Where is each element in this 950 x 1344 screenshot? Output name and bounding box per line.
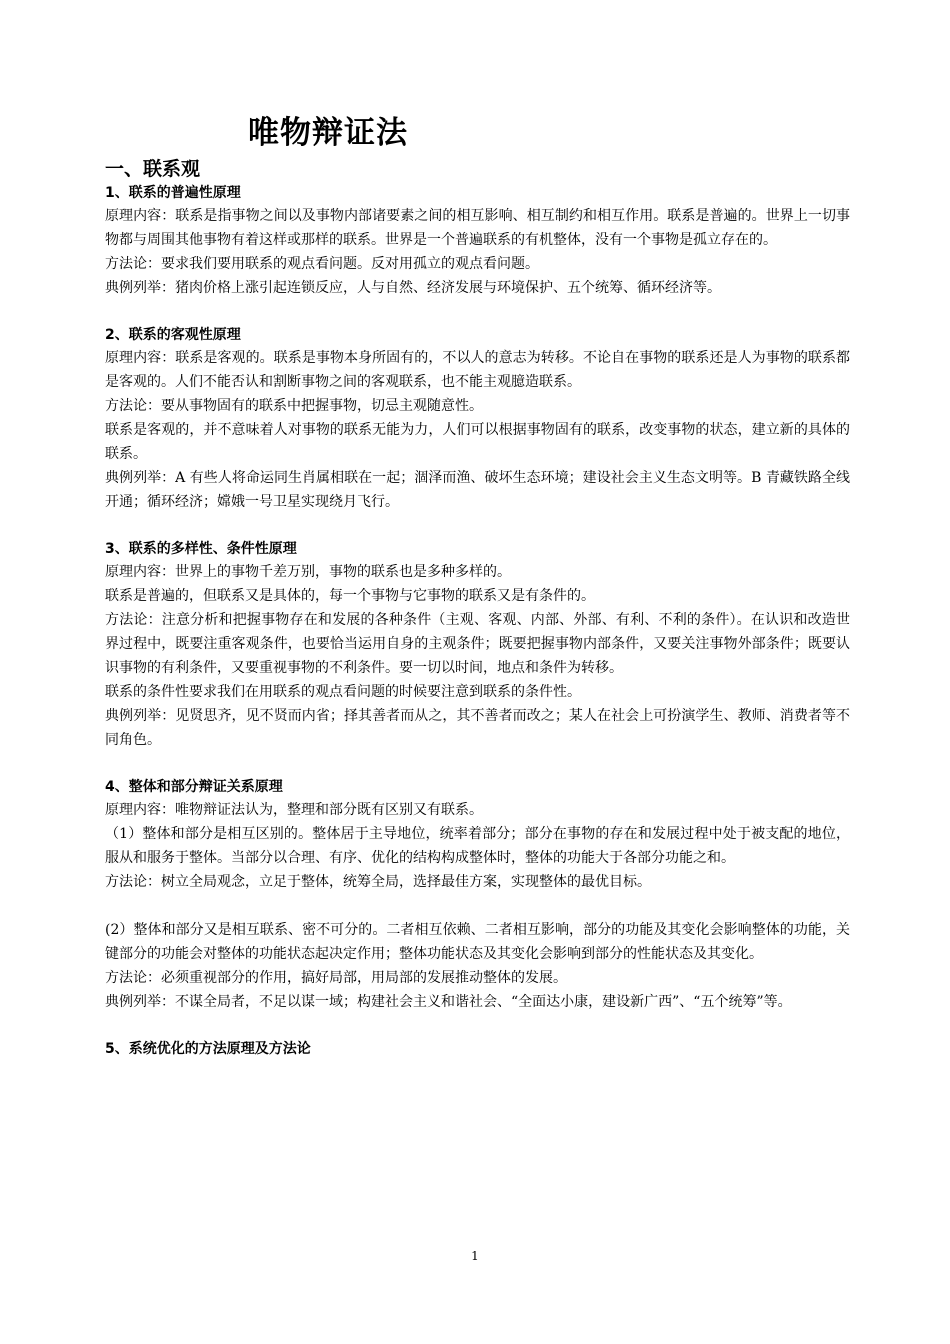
paragraph: 方法论：树立全局观念，立足于整体，统筹全局，选择最佳方案，实现整体的最优目标。 bbox=[105, 874, 651, 890]
document-page bbox=[105, 110, 850, 1060]
paragraph: 联系的条件性要求我们在用联系的观点看问题的时候要注意到联系的条件性。 bbox=[105, 684, 581, 700]
subsection-heading: 5、系统优化的方法原理及方法论 bbox=[105, 1041, 311, 1057]
subsection-5 bbox=[105, 1038, 850, 1060]
subsection-heading: 3、联系的多样性、条件性原理 bbox=[105, 541, 297, 557]
subsection-3 bbox=[105, 538, 850, 752]
section-heading: 一、联系观 bbox=[105, 158, 201, 180]
paragraph: 方法论：必须重视部分的作用，搞好局部，用局部的发展推动整体的发展。 bbox=[105, 970, 567, 986]
paragraph: 方法论：要从事物固有的联系中把握事物，切忌主观随意性。 bbox=[105, 398, 483, 414]
paragraph: 方法论：注意分析和把握事物存在和发展的各种条件（主观、客观、内部、外部、有利、不利的条件）。在认识和改造世界过程中，既要注重客观条件，也要恰当运用自身的主观条件；既要把握事物内部条件，又要关注事物外部条件；既要认识事物的有利条件，又要重视事物的不利条件。要一切以时间，地点和条件为转移。 bbox=[105, 612, 850, 676]
subsection-heading: 2、联系的客观性原理 bbox=[105, 327, 241, 343]
paragraph: 典例列举：猪肉价格上涨引起连锁反应，人与自然、经济发展与环境保护、五个统筹、循环经济等。 bbox=[105, 280, 721, 296]
page-number: 1 bbox=[471, 1249, 479, 1263]
paragraph: 方法论：要求我们要用联系的观点看问题。反对用孤立的观点看问题。 bbox=[105, 256, 539, 272]
subsection-1 bbox=[105, 182, 850, 300]
subsection-4 bbox=[105, 776, 850, 1014]
paragraph: 原理内容：联系是客观的。联系是事物本身所固有的，不以人的意志为转移。不论自在事物的联系还是人为事物的联系都是客观的。人们不能否认和割断事物之间的客观联系，也不能主观臆造联系。 bbox=[105, 350, 850, 390]
paragraph: 原理内容：世界上的事物千差万别，事物的联系也是多种多样的。 bbox=[105, 564, 511, 580]
paragraph: 原理内容：唯物辩证法认为，整理和部分既有区别又有联系。 bbox=[105, 802, 483, 818]
subsection-heading: 1、联系的普遍性原理 bbox=[105, 185, 241, 201]
subsection-2 bbox=[105, 324, 850, 514]
paragraph: （1）整体和部分是相互区别的。整体居于主导地位，统率着部分；部分在事物的存在和发展过程中处于被支配的地位，服从和服务于整体。当部分以合理、有序、优化的结构构成整体时，整体的功能大于各部分功能之和。 bbox=[105, 826, 850, 866]
paragraph: 联系是普遍的，但联系又是具体的，每一个事物与它事物的联系又是有条件的。 bbox=[105, 588, 595, 604]
paragraph: 典例列举：A 有些人将命运同生肖属相联在一起；涸泽而渔、破坏生态环境；建设社会主义生态文明等。B 青藏铁路全线开通；循环经济；嫦娥一号卫星实现绕月飞行。 bbox=[105, 470, 850, 510]
subsection-heading: 4、整体和部分辩证关系原理 bbox=[105, 779, 283, 795]
paragraph: (2）整体和部分又是相互联系、密不可分的。二者相互依赖、二者相互影响，部分的功能及其变化会影响整体的功能，关键部分的功能会对整体的功能状态起决定作用；整体功能状态及其变化会影响到部分的性能状态及其变化。 bbox=[105, 922, 850, 962]
paragraph: 原理内容：联系是指事物之间以及事物内部诸要素之间的相互影响、相互制约和相互作用。联系是普遍的。世界上一切事物都与周围其他事物有着这样或那样的联系。世界是一个普遍联系的有机整体，没有一个事物是孤立存在的。 bbox=[105, 208, 850, 248]
paragraph: 典例列举：见贤思齐，见不贤而内省；择其善者而从之，其不善者而改之；某人在社会上可扮演学生、教师、消费者等不同角色。 bbox=[105, 708, 850, 748]
document-title: 唯物辩证法 bbox=[248, 115, 408, 151]
paragraph: 联系是客观的，并不意味着人对事物的联系无能为力，人们可以根据事物固有的联系，改变事物的状态，建立新的具体的联系。 bbox=[105, 422, 850, 462]
paragraph: 典例列举：不谋全局者，不足以谋一域；构建社会主义和谐社会、“全面达小康，建设新广西”、“五个统筹”等。 bbox=[105, 994, 792, 1010]
